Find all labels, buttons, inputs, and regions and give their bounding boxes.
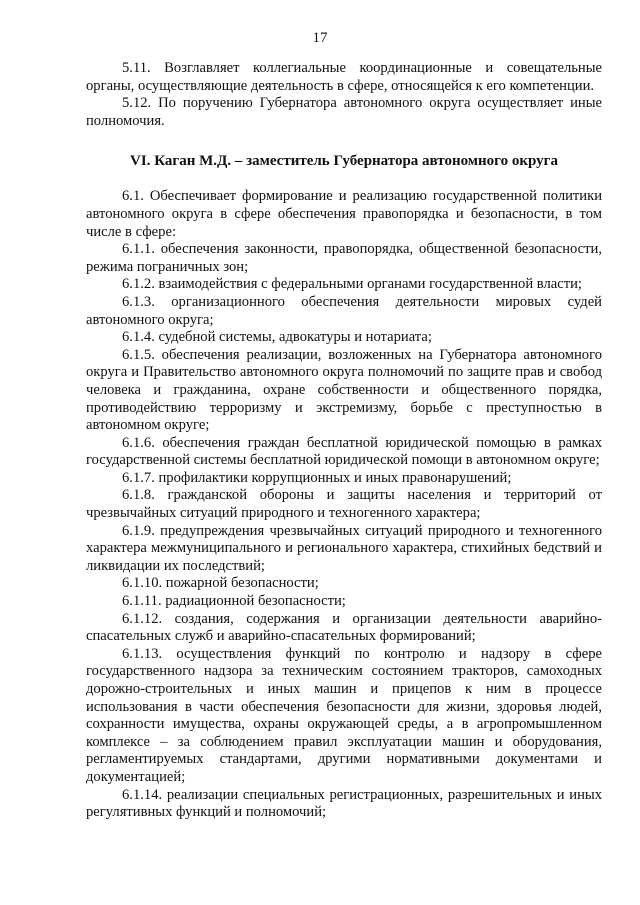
paragraph-6-1-11: 6.1.11. радиационной безопасности; [122,593,346,610]
paragraph-6-1-9: 6.1.9. предупреждения чрезвычайных ситуаций природного и техногенного характера межмуниципального и регионального характера, стихийных бедствий и ликвидации их последствий; [86,522,602,574]
paragraph-5-12: 5.12. По поручению Губернатора автономного округа осуществляет иные полномочия. [86,95,602,129]
paragraph-6-1-3: 6.1.3. организационного обеспечения деятельности мировых судей автономного округа; [86,293,602,328]
paragraph-5-11: 5.11. Возглавляет коллегиальные координационные и совещательные органы, осуществляющие деятельность в сфере, относящейся к его компетенции. [86,60,602,94]
paragraph-6-1-5: 6.1.5. обеспечения реализации, возложенных на Губернатора автономного округа и Правительство автономного округа полномочий по защите прав и свобод человека и гражданина, охране собственности и общественного порядка, противодействию терроризму и экстремизму, борьбе с преступностью в автономном округе; [86,346,602,434]
paragraph-6-1-10: 6.1.10. пожарной безопасности; [122,575,319,592]
paragraph-6-1-2: 6.1.2. взаимодействия с федеральными органами государственной власти; [122,276,582,293]
paragraph-6-1-8: 6.1.8. гражданской обороны и защиты населения и территорий от чрезвычайных ситуаций природного и техногенного характера; [86,487,602,522]
document-body [86,60,602,822]
paragraph-6-1-7: 6.1.7. профилактики коррупционных и иных правонарушений; [122,469,512,486]
section-heading: VI. Каган М.Д. – заместитель Губернатора автономного округа [130,153,558,170]
paragraph-6-1-1: 6.1.1. обеспечения законности, правопорядка, общественной безопасности, режима пограничных зон; [86,241,602,275]
paragraph-6-1: 6.1. Обеспечивает формирование и реализацию государственной политики автономного округа в сфере обеспечения правопорядка и безопасности, в том числе в сфере: [86,188,602,240]
paragraph-6-1-14: 6.1.14. реализации специальных регистрационных, разрешительных и иных регулятивных функций и полномочий; [86,786,602,821]
paragraph-6-1-4: 6.1.4. судебной системы, адвокатуры и нотариата; [122,329,432,346]
page-number: 17 [312,30,328,46]
paragraph-6-1-6: 6.1.6. обеспечения граждан бесплатной юридической помощью в рамках государственной системы бесплатной юридической помощи в автономном округе; [86,434,602,469]
paragraph-6-1-12: 6.1.12. создания, содержания и организации деятельности аварийно-спасательных служб и аварийно-спасательных формирований; [86,610,602,645]
paragraph-6-1-13: 6.1.13. осуществления функций по контролю и надзору в сфере государственного надзора за техническим состоянием тракторов, самоходных дорожно-строительных и иных машин и прицепов к ним в процессе использования в части обеспечения безопасности для жизни, здоровья людей, сохранности имущества, охраны окружающей среды, а в агропромышленном комплексе – за соблюдением правил эксплуатации машин и оборудования, регламентируемых стандартами, другими нормативными документами и документацией; [86,645,602,785]
